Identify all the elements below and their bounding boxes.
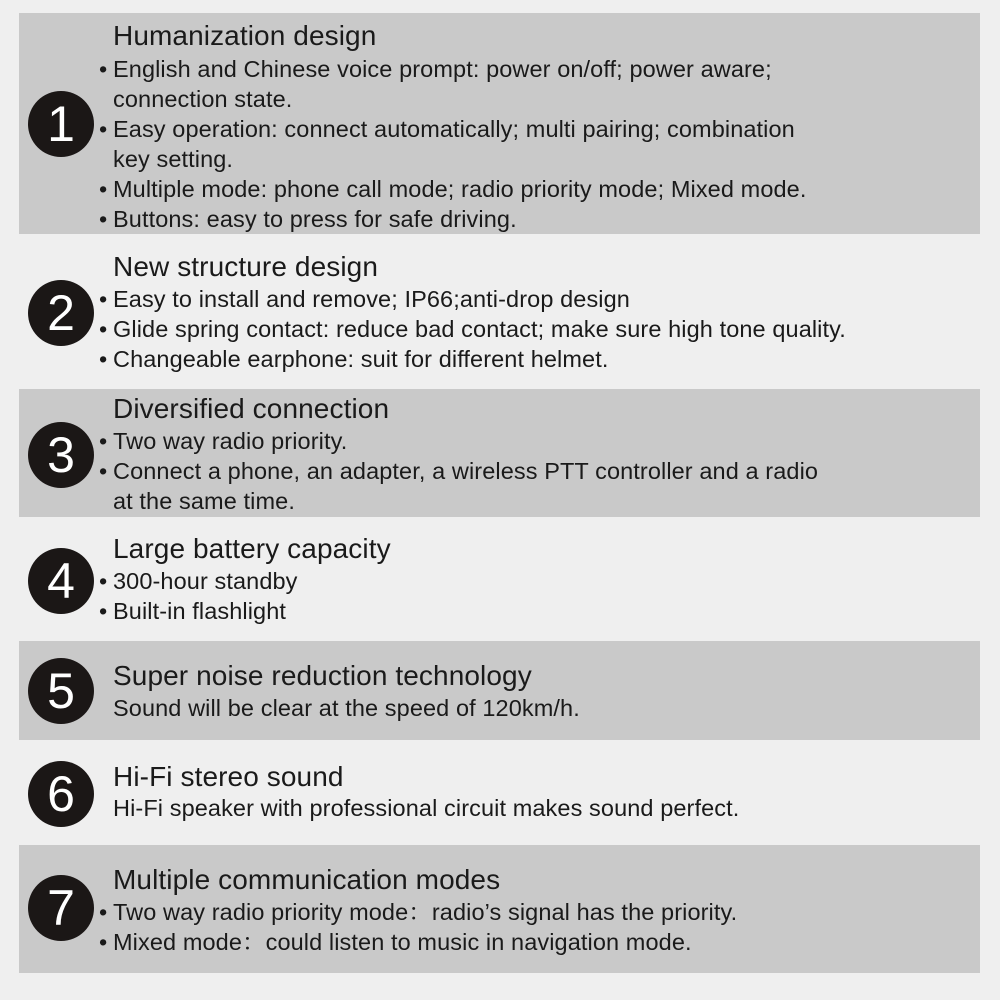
bullet-line: • Connect a phone, an adapter, a wireless PTT controller and a radio <box>99 456 818 486</box>
section-number-badge: 2 <box>28 280 94 346</box>
section-title: Diversified connection <box>113 393 390 424</box>
section-body <box>99 566 298 626</box>
bullet-line: • Two way radio priority. <box>99 426 818 456</box>
bullet-line: • Multiple mode: phone call mode; radio priority mode; Mixed mode. <box>99 174 806 204</box>
section-number-badge: 6 <box>28 761 94 827</box>
continuation-line: at the same time. <box>113 488 295 514</box>
bullet-line: • Changeable earphone: suit for different helmet. <box>99 344 846 374</box>
section-number-badge: 7 <box>28 875 94 941</box>
section-title: Large battery capacity <box>113 533 391 564</box>
bullet-line: • Buttons: easy to press for safe driving. <box>99 204 806 234</box>
section-body <box>113 793 739 823</box>
section-title: Super noise reduction technology <box>113 660 532 691</box>
bullet-line: • Mixed mode：could listen to music in navigation mode. <box>99 927 737 957</box>
section-number-badge: 5 <box>28 658 94 724</box>
section-body <box>99 426 818 516</box>
body-line: Sound will be clear at the speed of 120km/h. <box>113 695 580 721</box>
section-number-badge: 4 <box>28 548 94 614</box>
continuation-line: connection state. <box>113 86 293 112</box>
bullet-line: • Easy operation: connect automatically; multi pairing; combination <box>99 114 806 144</box>
bullet-line: • Easy to install and remove; IP66;anti-drop design <box>99 284 846 314</box>
bullet-line: • Glide spring contact: reduce bad contact; make sure high tone quality. <box>99 314 846 344</box>
bullet-line: • 300-hour standby <box>99 566 298 596</box>
section-number-badge: 3 <box>28 422 94 488</box>
bullet-line: • English and Chinese voice prompt: power on/off; power aware; <box>99 54 806 84</box>
section-title: Hi-Fi stereo sound <box>113 761 344 792</box>
section-title: New structure design <box>113 251 379 282</box>
continuation-line: key setting. <box>113 146 234 172</box>
section-body <box>99 897 737 957</box>
section-title: Humanization design <box>113 20 377 51</box>
bullet-line: • Built-in flashlight <box>99 596 298 626</box>
section-body <box>99 284 846 374</box>
bullet-line: • Two way radio priority mode：radio’s signal has the priority. <box>99 897 737 927</box>
body-line: Hi-Fi speaker with professional circuit makes sound perfect. <box>113 795 740 821</box>
section-title: Multiple communication modes <box>113 864 501 895</box>
section-body <box>99 54 806 234</box>
section-number-badge: 1 <box>28 91 94 157</box>
section-body <box>113 693 580 723</box>
